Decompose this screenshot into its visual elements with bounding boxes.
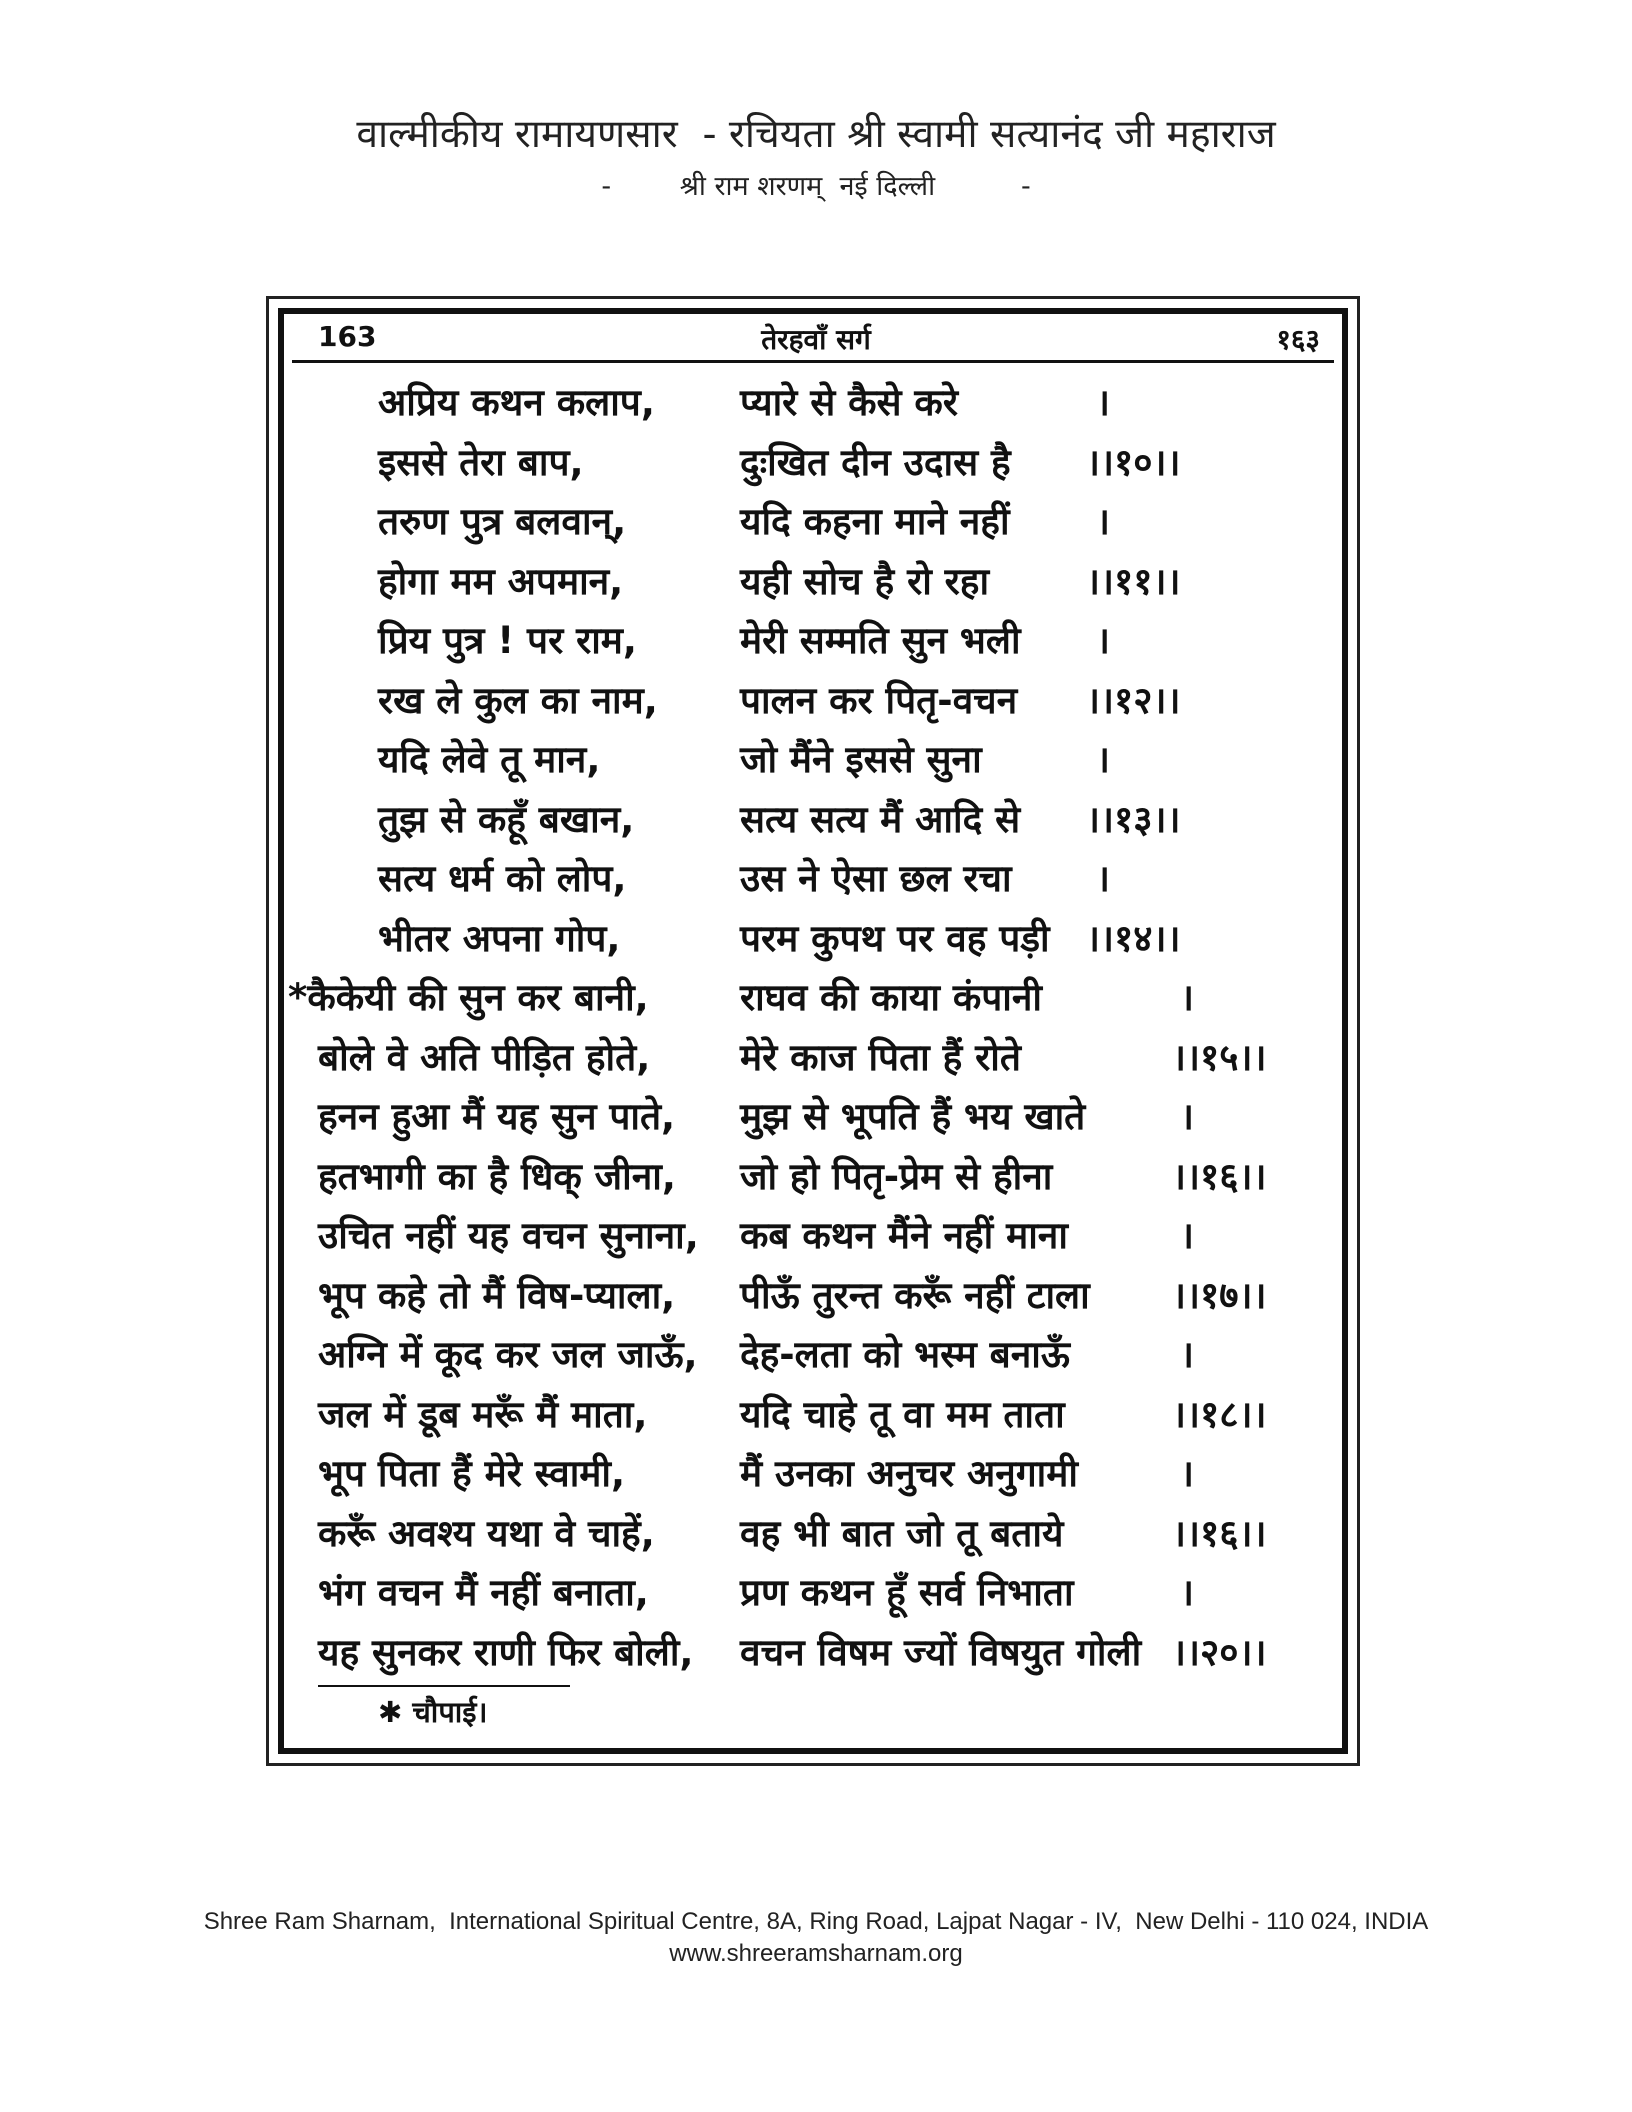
verse-second-half: जो मैंने इससे सुना bbox=[740, 738, 982, 781]
verse-line bbox=[0, 1628, 1632, 1678]
verse-first-half: अप्रिय कथन कलाप, bbox=[378, 381, 655, 424]
verse-first-half: हतभागी का है धिक् जीना, bbox=[318, 1154, 676, 1198]
footnote: ✱ चौपाई। bbox=[378, 1695, 488, 1729]
document-title: वाल्मीकीय रामायणसार - रचियता श्री स्वामी सत्यानंद जी महाराज bbox=[356, 112, 1276, 157]
verse-line bbox=[0, 1390, 1632, 1440]
verse-first-half: सत्य धर्म को लोप, bbox=[378, 857, 627, 900]
verse-second-half: प्रण कथन हूँ सर्व निभाता bbox=[740, 1571, 1074, 1614]
verse-number: ।।१४।। bbox=[1086, 916, 1181, 960]
document-subtitle bbox=[0, 166, 1632, 203]
verse-first-half: करूँ अवश्य यथा वे चाहें, bbox=[318, 1511, 655, 1555]
verse-number: ।।२०।। bbox=[1172, 1630, 1267, 1674]
verse-second-half: सत्य सत्य मैं आदि से bbox=[740, 797, 1021, 841]
verse-line bbox=[0, 735, 1632, 785]
verse-number: । bbox=[1180, 1452, 1195, 1495]
verse-number: । bbox=[1096, 857, 1111, 900]
verse-first-half: उचित नहीं यह वचन सुनाना, bbox=[318, 1214, 699, 1257]
verse-first-half: अग्नि में कूद कर जल जाऊँ, bbox=[318, 1333, 698, 1376]
verse-number: । bbox=[1180, 1571, 1195, 1614]
chapter-title: तेरहवाँ सर्ग bbox=[761, 323, 871, 356]
verse-line bbox=[0, 1509, 1632, 1559]
verse-second-half: राघव की काया कंपानी bbox=[740, 976, 1042, 1019]
verse-first-half: भीतर अपना गोप, bbox=[378, 916, 621, 960]
verse-number: । bbox=[1180, 1095, 1195, 1138]
verse-line bbox=[0, 1033, 1632, 1083]
footnote-divider bbox=[318, 1685, 570, 1687]
verse-first-half: होगा मम अपमान, bbox=[378, 559, 624, 603]
verse-first-half: भूप कहे तो मैं विष-प्याला, bbox=[318, 1273, 676, 1317]
verse-second-half: परम कुपथ पर वह पड़ी bbox=[740, 916, 1050, 960]
verse-second-half: पीऊँ तुरन्त करूँ नहीं टाला bbox=[740, 1273, 1090, 1317]
verse-line bbox=[0, 795, 1632, 845]
verse-number: ।।११।। bbox=[1086, 559, 1181, 603]
verse-first-half: भूप पिता हैं मेरे स्वामी, bbox=[318, 1452, 626, 1495]
verse-first-half: यदि लेवे तू मान, bbox=[378, 738, 601, 781]
verse-number: ।।१५।। bbox=[1172, 1035, 1267, 1079]
verse-first-half: *कैकेयी की सुन कर बानी, bbox=[288, 976, 649, 1019]
verse-number: ।।१७।। bbox=[1172, 1273, 1267, 1317]
verse-second-half: मेरी सम्मति सुन भली bbox=[740, 619, 1021, 662]
verse-line bbox=[0, 676, 1632, 726]
verse-second-half: वचन विषम ज्यों विषयुत गोली bbox=[740, 1630, 1142, 1674]
verse-second-half: यही सोच है रो रहा bbox=[740, 559, 990, 603]
page-number-arabic: 163 bbox=[318, 320, 377, 353]
verse-number: । bbox=[1096, 381, 1111, 424]
verse-first-half: तरुण पुत्र बलवान्, bbox=[378, 500, 627, 543]
verse-second-half: यदि कहना माने नहीं bbox=[740, 500, 1010, 543]
verse-number: ।।१३।। bbox=[1086, 797, 1181, 841]
verse-line bbox=[0, 497, 1632, 547]
verse-line bbox=[0, 1449, 1632, 1499]
verse-number: ।।१६।। bbox=[1172, 1511, 1267, 1555]
verse-number: । bbox=[1180, 1333, 1195, 1376]
verse-line bbox=[0, 378, 1632, 428]
verse-line bbox=[0, 616, 1632, 666]
verse-first-half: यह सुनकर राणी फिर बोली, bbox=[318, 1630, 694, 1674]
verse-line bbox=[0, 438, 1632, 488]
verse-first-half: रख ले कुल का नाम, bbox=[378, 678, 658, 722]
verse-number: । bbox=[1180, 976, 1195, 1019]
verse-number: । bbox=[1096, 619, 1111, 662]
verse-line bbox=[0, 1330, 1632, 1380]
verse-second-half: दुःखित दीन उदास है bbox=[740, 440, 1011, 484]
verse-first-half: बोले वे अति पीड़ित होते, bbox=[318, 1035, 651, 1079]
footer-website: www.shreeramsharnam.org bbox=[669, 1940, 963, 1967]
verse-line bbox=[0, 854, 1632, 904]
verse-line bbox=[0, 1092, 1632, 1142]
verse-first-half: तुझ से कहूँ बखान, bbox=[378, 797, 635, 841]
verse-line bbox=[0, 1271, 1632, 1321]
verse-second-half: पालन कर पितृ-वचन bbox=[740, 678, 1018, 722]
verse-number: । bbox=[1180, 1214, 1195, 1257]
verse-second-half: यदि चाहे तू वा मम ताता bbox=[740, 1392, 1065, 1436]
verse-second-half: कब कथन मैंने नहीं माना bbox=[740, 1214, 1068, 1257]
verse-number: । bbox=[1096, 500, 1111, 543]
verse-second-half: देह-लता को भस्म बनाऊँ bbox=[740, 1333, 1070, 1376]
page-number-devanagari: १६३ bbox=[1276, 323, 1320, 356]
verse-first-half: भंग वचन मैं नहीं बनाता, bbox=[318, 1571, 649, 1614]
footer-address: Shree Ram Sharnam, International Spiritual Centre, 8A, Ring Road, Lajpat Nagar - IV, New Delhi - 110 024, INDIA bbox=[203, 1908, 1429, 1935]
verse-line bbox=[0, 1211, 1632, 1261]
verse-first-half: प्रिय पुत्र ! पर राम, bbox=[378, 619, 637, 662]
verse-second-half: वह भी बात जो तू बताये bbox=[740, 1511, 1064, 1555]
verse-second-half: मेरे काज पिता हैं रोते bbox=[740, 1035, 1021, 1079]
subtitle-dash-right: - bbox=[1020, 171, 1031, 202]
verse-first-half: जल में डूब मरूँ मैं माता, bbox=[318, 1392, 648, 1436]
verse-number: ।।१६।। bbox=[1172, 1154, 1267, 1198]
verse-line bbox=[0, 973, 1632, 1023]
verse-second-half: उस ने ऐसा छल रचा bbox=[740, 857, 1012, 900]
verse-first-half: इससे तेरा बाप, bbox=[378, 440, 584, 484]
verse-line bbox=[0, 1152, 1632, 1202]
verse-second-half: मैं उनका अनुचर अनुगामी bbox=[740, 1452, 1078, 1495]
verse-number: । bbox=[1096, 738, 1111, 781]
subtitle-text: श्री राम शरणम् नई दिल्ली bbox=[679, 171, 936, 202]
verse-number: ।।१८।। bbox=[1172, 1392, 1267, 1436]
verse-line bbox=[0, 1568, 1632, 1618]
verse-line bbox=[0, 914, 1632, 964]
verse-number: ।।१०।। bbox=[1086, 440, 1181, 484]
verse-line bbox=[0, 557, 1632, 607]
subtitle-dash-left: - bbox=[601, 171, 612, 202]
verse-first-half: हनन हुआ मैं यह सुन पाते, bbox=[318, 1095, 676, 1138]
verse-number: ।।१२।। bbox=[1086, 678, 1181, 722]
verse-second-half: प्यारे से कैसे करे bbox=[740, 381, 958, 424]
verse-second-half: मुझ से भूपति हैं भय खाते bbox=[740, 1095, 1086, 1138]
header-divider bbox=[292, 360, 1334, 363]
verse-second-half: जो हो पितृ-प्रेम से हीना bbox=[740, 1154, 1053, 1198]
